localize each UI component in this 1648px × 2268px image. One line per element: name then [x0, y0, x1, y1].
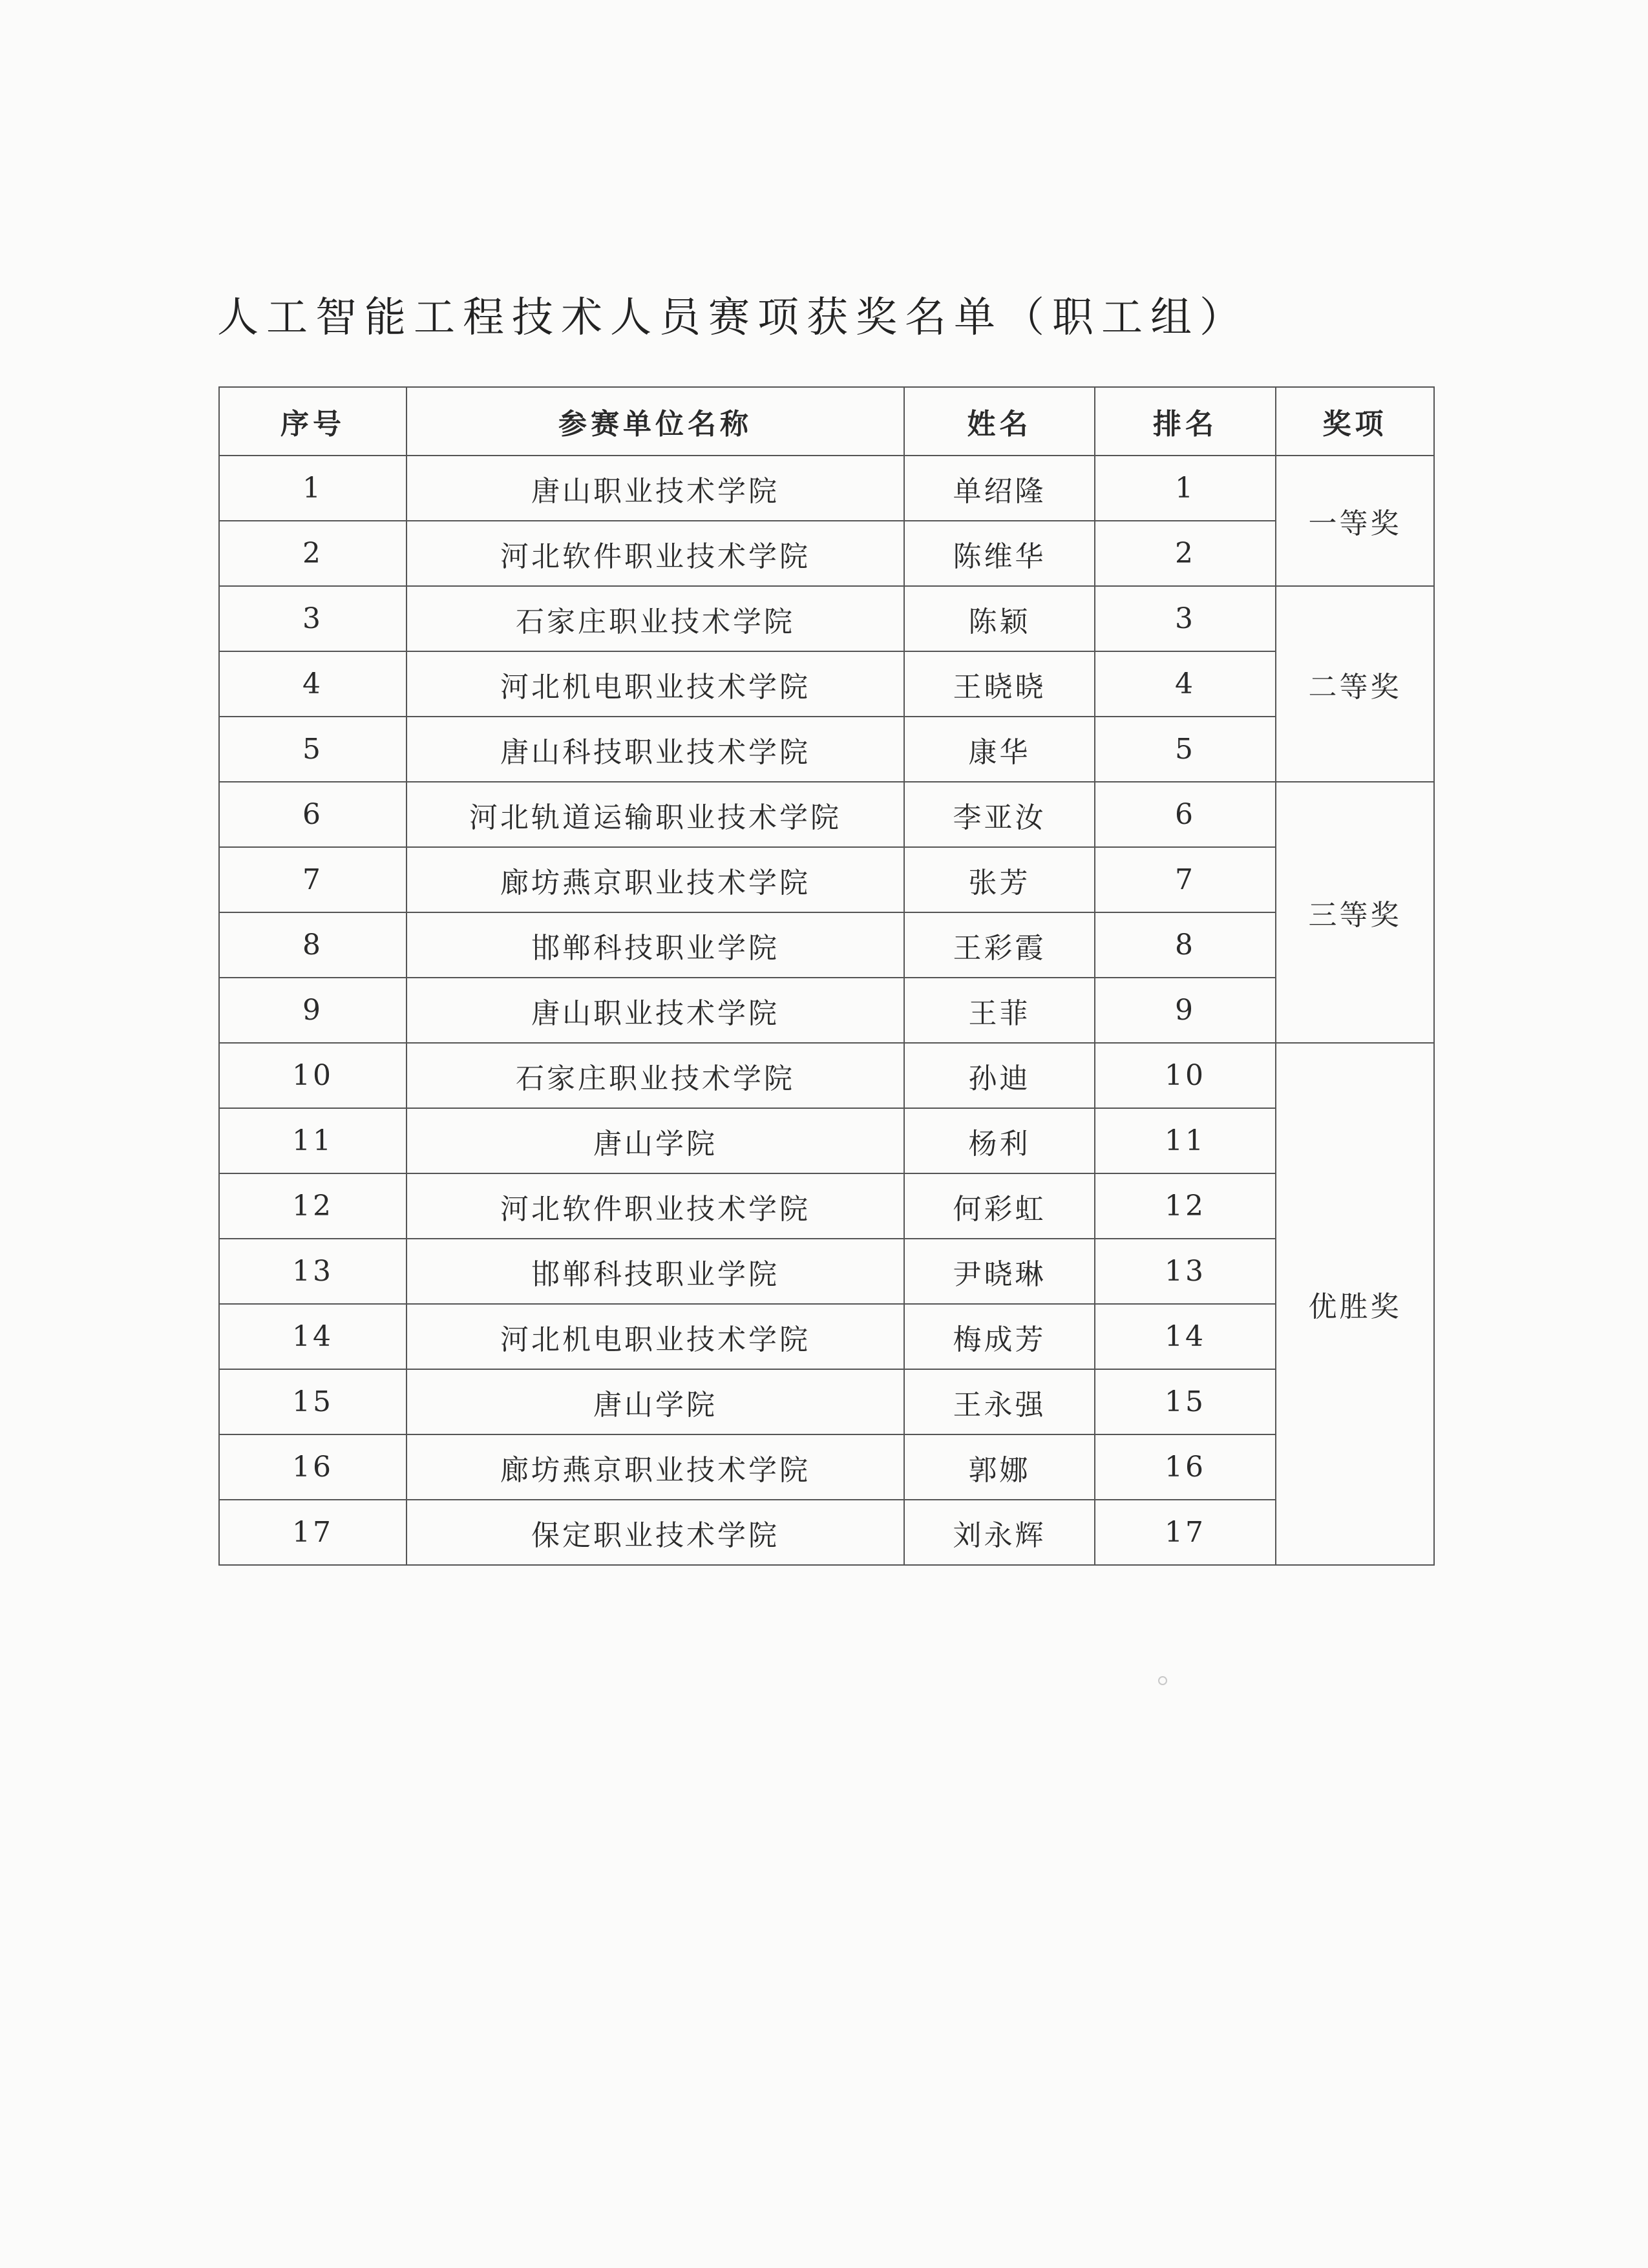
cell-no: 12 [219, 1173, 407, 1239]
cell-rank: 8 [1095, 912, 1276, 978]
cell-no: 2 [219, 521, 407, 586]
cell-name: 单绍隆 [904, 456, 1095, 521]
cell-unit: 唐山职业技术学院 [407, 456, 904, 521]
cell-name: 陈颖 [904, 586, 1095, 651]
page-title: 人工智能工程技术人员赛项获奖名单（职工组） [217, 294, 1249, 342]
table-row [219, 978, 1434, 1043]
cell-rank: 9 [1095, 978, 1276, 1043]
cell-name: 王晓晓 [904, 651, 1095, 717]
cell-no: 17 [219, 1500, 407, 1565]
table-row [219, 456, 1434, 521]
cell-rank: 3 [1095, 586, 1276, 651]
cell-rank: 13 [1095, 1239, 1276, 1304]
table-header-row [219, 387, 1434, 456]
table-row [219, 1108, 1434, 1173]
cell-name: 尹晓琳 [904, 1239, 1095, 1304]
table-row [219, 1369, 1434, 1434]
table-row [219, 912, 1434, 978]
table-row [219, 847, 1434, 912]
cell-rank: 17 [1095, 1500, 1276, 1565]
cell-no: 14 [219, 1304, 407, 1369]
cell-no: 6 [219, 782, 407, 847]
cell-unit: 河北机电职业技术学院 [407, 651, 904, 717]
cell-rank: 5 [1095, 717, 1276, 782]
cell-unit: 廊坊燕京职业技术学院 [407, 1434, 904, 1500]
cell-rank: 4 [1095, 651, 1276, 717]
award-second-prize: 二等奖 [1276, 586, 1434, 782]
award-third-prize: 三等奖 [1276, 782, 1434, 1043]
cell-rank: 16 [1095, 1434, 1276, 1500]
award-merit-prize: 优胜奖 [1276, 1043, 1434, 1565]
cell-unit: 河北轨道运输职业技术学院 [407, 782, 904, 847]
table-row [219, 782, 1434, 847]
cell-rank: 2 [1095, 521, 1276, 586]
table-row [219, 1304, 1434, 1369]
cell-unit: 河北软件职业技术学院 [407, 1173, 904, 1239]
cell-unit: 唐山职业技术学院 [407, 978, 904, 1043]
header-no: 序号 [219, 387, 407, 456]
cell-name: 张芳 [904, 847, 1095, 912]
cell-unit: 唐山学院 [407, 1108, 904, 1173]
cell-no: 11 [219, 1108, 407, 1173]
header-name: 姓名 [904, 387, 1095, 456]
cell-rank: 15 [1095, 1369, 1276, 1434]
cell-rank: 12 [1095, 1173, 1276, 1239]
cell-no: 16 [219, 1434, 407, 1500]
cell-unit: 邯郸科技职业学院 [407, 1239, 904, 1304]
header-unit: 参赛单位名称 [407, 387, 904, 456]
cell-name: 刘永辉 [904, 1500, 1095, 1565]
cell-no: 5 [219, 717, 407, 782]
cell-no: 7 [219, 847, 407, 912]
cell-no: 3 [219, 586, 407, 651]
cell-unit: 邯郸科技职业学院 [407, 912, 904, 978]
cell-unit: 保定职业技术学院 [407, 1500, 904, 1565]
cell-name: 王彩霞 [904, 912, 1095, 978]
cell-unit: 石家庄职业技术学院 [407, 1043, 904, 1108]
cell-unit: 廊坊燕京职业技术学院 [407, 847, 904, 912]
table-row [219, 586, 1434, 651]
cell-name: 梅成芳 [904, 1304, 1095, 1369]
cell-name: 郭娜 [904, 1434, 1095, 1500]
scan-speck [1158, 1676, 1167, 1685]
cell-no: 1 [219, 456, 407, 521]
cell-name: 王菲 [904, 978, 1095, 1043]
cell-name: 康华 [904, 717, 1095, 782]
cell-rank: 6 [1095, 782, 1276, 847]
table-row [219, 1434, 1434, 1500]
table-row [219, 717, 1434, 782]
header-rank: 排名 [1095, 387, 1276, 456]
cell-unit: 河北软件职业技术学院 [407, 521, 904, 586]
table-row [219, 1239, 1434, 1304]
table-row [219, 521, 1434, 586]
cell-no: 10 [219, 1043, 407, 1108]
cell-rank: 11 [1095, 1108, 1276, 1173]
cell-rank: 14 [1095, 1304, 1276, 1369]
cell-unit: 唐山科技职业技术学院 [407, 717, 904, 782]
cell-no: 4 [219, 651, 407, 717]
cell-unit: 石家庄职业技术学院 [407, 586, 904, 651]
cell-unit: 河北机电职业技术学院 [407, 1304, 904, 1369]
cell-rank: 10 [1095, 1043, 1276, 1108]
table-row [219, 1043, 1434, 1108]
cell-name: 杨利 [904, 1108, 1095, 1173]
cell-name: 李亚汝 [904, 782, 1095, 847]
award-first-prize: 一等奖 [1276, 456, 1434, 586]
cell-no: 8 [219, 912, 407, 978]
header-award: 奖项 [1276, 387, 1434, 456]
cell-rank: 7 [1095, 847, 1276, 912]
cell-no: 9 [219, 978, 407, 1043]
cell-name: 陈维华 [904, 521, 1095, 586]
cell-name: 何彩虹 [904, 1173, 1095, 1239]
cell-rank: 1 [1095, 456, 1276, 521]
table-row [219, 1173, 1434, 1239]
award-table [218, 386, 1435, 1566]
cell-unit: 唐山学院 [407, 1369, 904, 1434]
table-row [219, 1500, 1434, 1565]
cell-no: 13 [219, 1239, 407, 1304]
cell-name: 孙迪 [904, 1043, 1095, 1108]
cell-no: 15 [219, 1369, 407, 1434]
table-row [219, 651, 1434, 717]
cell-name: 王永强 [904, 1369, 1095, 1434]
